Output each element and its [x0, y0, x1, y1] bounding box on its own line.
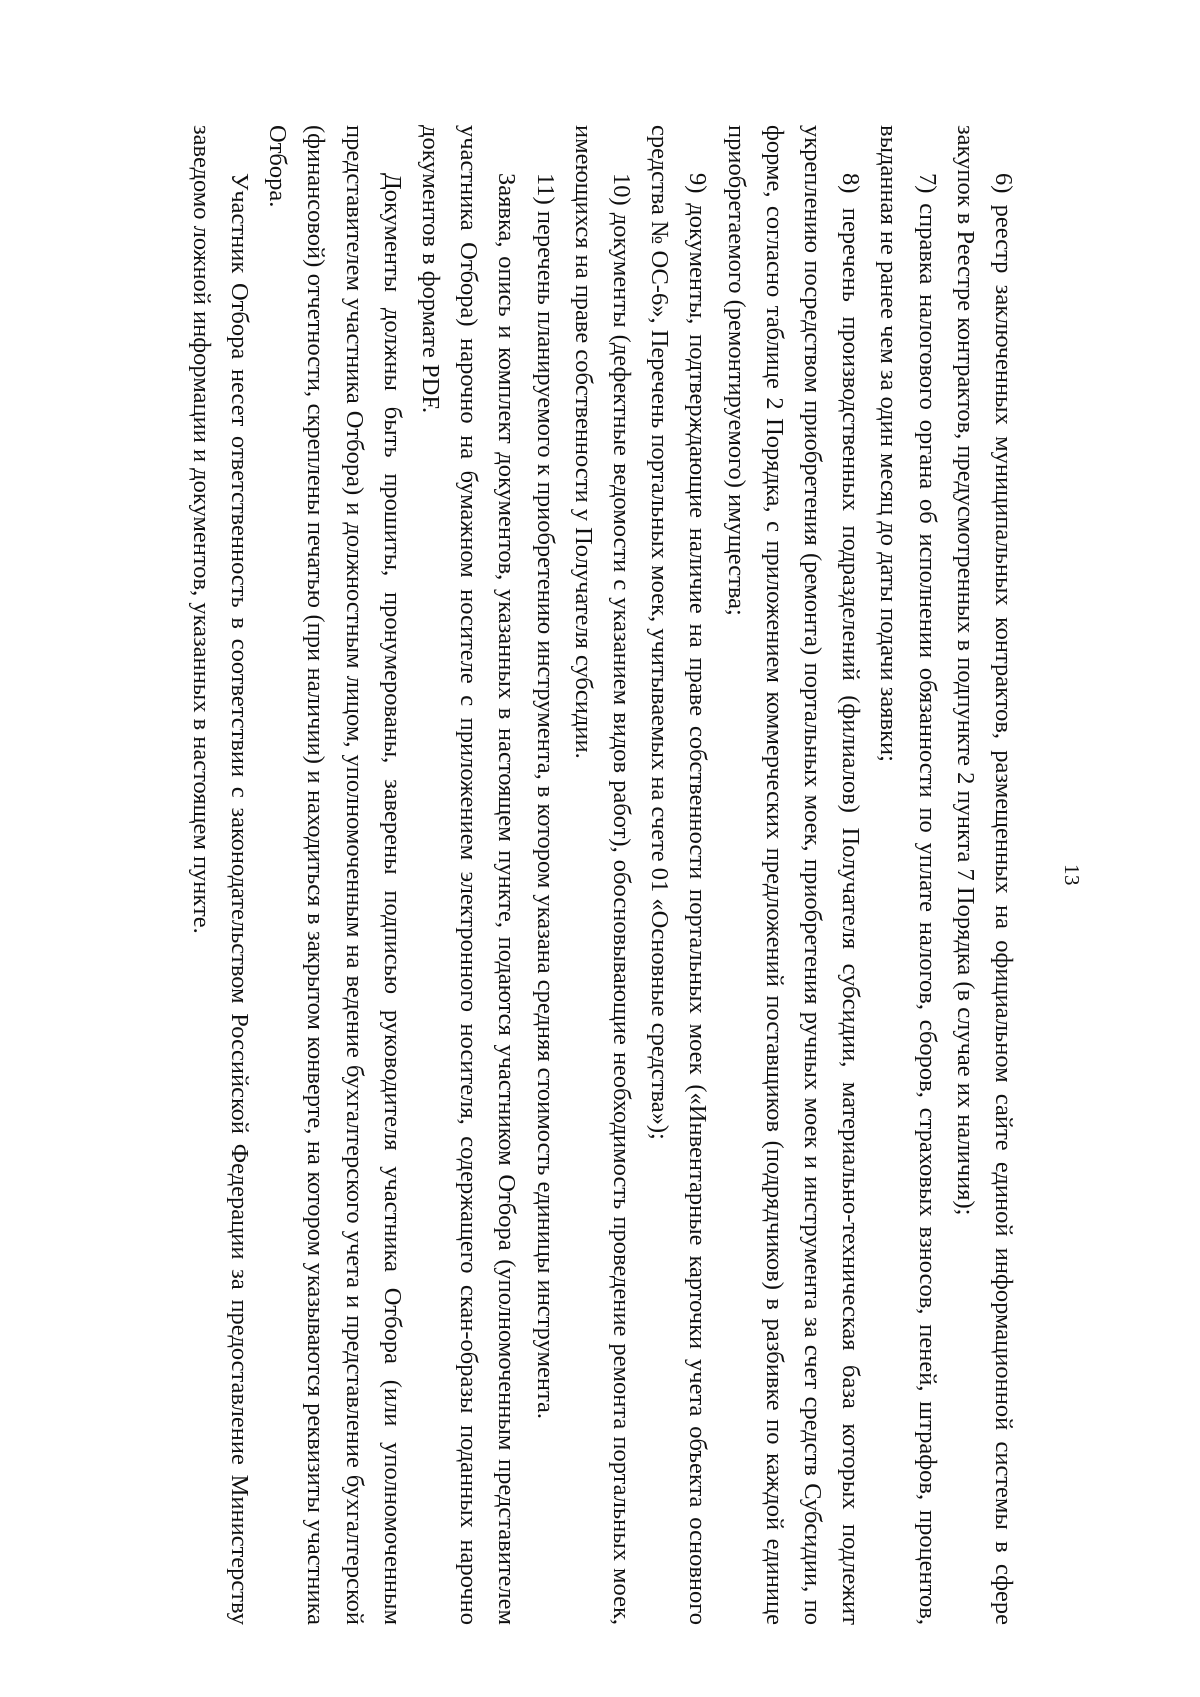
- list-item-6: 6) реестр заключенных муниципальных контрактов, размещенных на официальном сайте единой информационной системы в сфере закупок в Реестре контрактов, предусмотренных в подпункте 2 пункта 7 Порядка (в случае их наличия);: [951, 125, 1017, 1625]
- rotated-content: [172, 125, 1084, 1625]
- list-item-8: 8) перечень производственных подразделений (филиалов) Получателя субсидии, материально-техническая база которых подлежит укреплению посредством приобретения (ремонта) портальных моек, приобретения ручных моек и инструмента за счет средств Субсидии, по форме, согласно таблице 2 Порядка, с приложением коммерческих предложений поставщиков (подрядчиков) в разбивке по каждой единице приобретаемого (ремонтируемого) имущества;: [722, 125, 865, 1625]
- page-number: 13: [1060, 864, 1084, 886]
- application-paragraph: Заявка, опись и комплект документов, указанных в настоящем пункте, подаются участником Отбора (уполномоченным представителем участника Отбора) нарочно на бумажном носителе с приложением электронного носителя, содержащего скан-образы поданных нарочно документов в формате PDF.: [416, 125, 521, 1625]
- responsibility-paragraph: Участник Отбора несет ответственность в соответствии с законодательством Российской Федерации за предоставление Министерству заведомо ложной информации и документов, указанных в настоящем пункте.: [187, 125, 253, 1625]
- document-body: [182, 125, 1022, 1625]
- list-item-10: 10) документы (дефектные ведомости с указанием видов работ), обосновывающие необходимость проведение ремонта портальных моек, имеющихся на праве собственности у Получателя субсидии.: [569, 125, 635, 1625]
- list-item-11: 11) перечень планируемого к приобретению инструмента, в котором указана средняя стоимость единицы инструмента.: [531, 173, 559, 1420]
- list-item-7: 7) справка налогового органа об исполнении обязанности по уплате налогов, сборов, страховых взносов, пеней, штрафов, процентов, выданная не ранее чем за один месяц до даты подачи заявки;: [875, 125, 941, 1625]
- documents-paragraph: Документы должны быть прошиты, пронумерованы, заверены подписью руководителя участника Отбора (или уполномоченным представителем участника Отбора) и должностным лицом, уполномоченным на ведение бухгалтерского учета и представление бухгалтерской (финансовой) отчетности, скреплены печатью (при наличии) и находиться в закрытом конверте, на котором указываются реквизиты участника Отбора.: [264, 125, 406, 1625]
- list-item-9: 9) документы, подтверждающие наличие на праве собственности портальных моек («Инвентарные карточки учета объекта основного средства № ОС-6», Перечень портальных моек, учитываемых на счете 01 «Основные средства»);: [646, 125, 712, 1625]
